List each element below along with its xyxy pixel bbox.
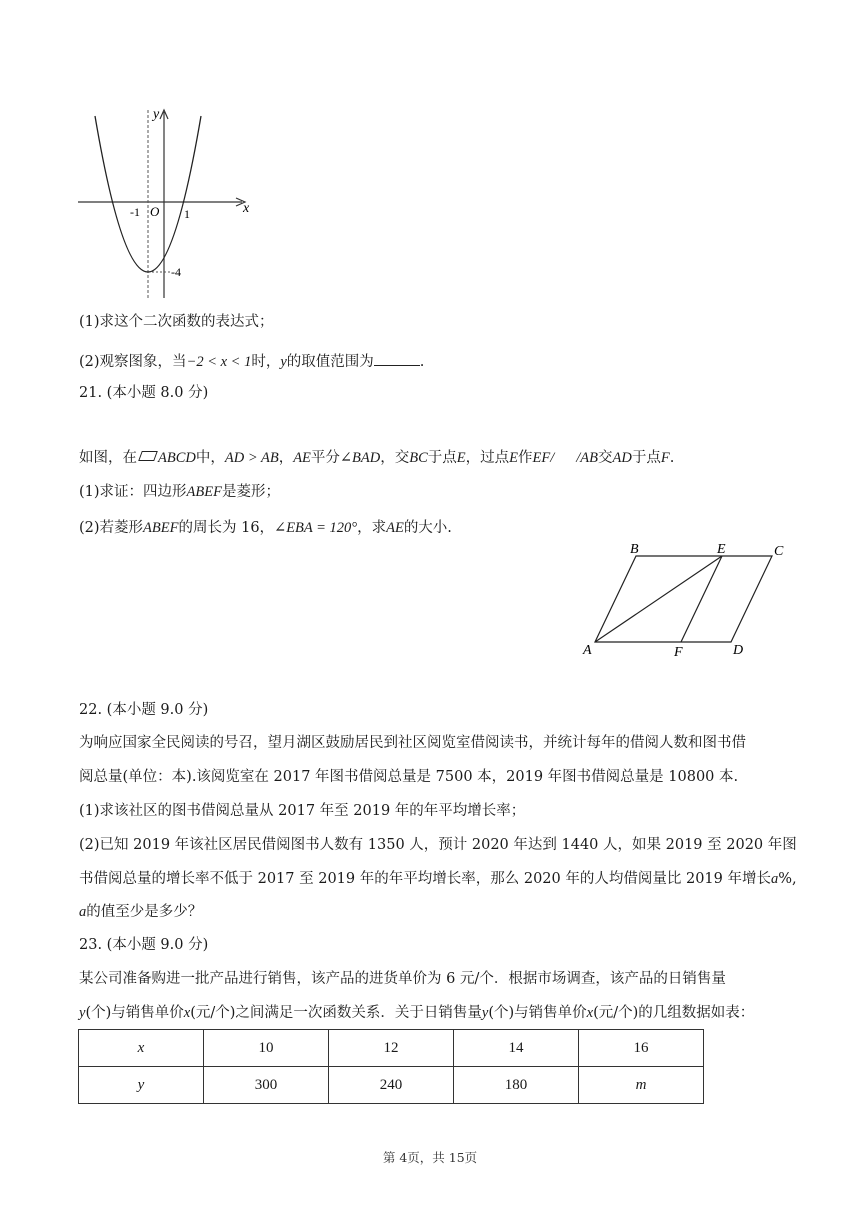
answer-blank bbox=[374, 351, 420, 366]
table-cell: 12 bbox=[329, 1030, 454, 1067]
price-sales-table bbox=[78, 1029, 704, 1104]
q22-part2-line1: (2)已知 2019 年该社区居民借阅图书人数有 1350 人，预计 2020 年达到 1440 人，如果 2019 至 2020 年图 bbox=[79, 837, 797, 853]
tick-label-1: 1 bbox=[184, 207, 190, 221]
table-cell: 10 bbox=[204, 1030, 329, 1067]
parabola-graph bbox=[75, 102, 275, 302]
q21-heading: 21. (本小题 8.0 分) bbox=[79, 385, 209, 401]
q20-part2: (2)观察图象，当−2 < x < 1时，y的取值范围为 . bbox=[79, 351, 424, 372]
q21-part2: (2)若菱形ABEF的周长为 16，∠EBA = 120°，求AE的大小. bbox=[79, 520, 452, 536]
x-axis-label: x bbox=[243, 201, 250, 216]
table-cell: 14 bbox=[454, 1030, 579, 1067]
vertex-label-F: F bbox=[674, 645, 683, 660]
y-axis-label: y bbox=[153, 107, 160, 122]
tick-label-neg4: -4 bbox=[171, 265, 181, 279]
vertex-label-B: B bbox=[630, 542, 639, 557]
q22-part2-line2: 书借阅总量的增长率不低于 2017 至 2019 年的年平均增长率，那么 2020 年的人均借阅量比 2019 年增长a%, bbox=[79, 871, 797, 887]
q22-line2: 阅总量(单位：本).该阅览室在 2017 年图书借阅总量是 7500 本，2019 年图书借阅总量是 10800 本. bbox=[79, 769, 739, 785]
vertex-label-E: E bbox=[717, 542, 726, 557]
q23-line1: 某公司准备购进一批产品进行销售，该产品的进货单价为 6 元/个．根据市场调查，该产品的日销售量 bbox=[79, 971, 726, 987]
parallelogram-icon bbox=[138, 451, 158, 461]
q21-part1: (1)求证：四边形ABEF是菱形； bbox=[79, 484, 280, 500]
q23-heading: 23. (本小题 9.0 分) bbox=[79, 937, 209, 953]
table-row bbox=[79, 1067, 704, 1104]
table-cell: 180 bbox=[454, 1067, 579, 1104]
vertex-label-C: C bbox=[774, 544, 784, 559]
table-cell: x bbox=[79, 1030, 204, 1067]
table-cell: y bbox=[79, 1067, 204, 1104]
table-cell: 16 bbox=[579, 1030, 704, 1067]
page-footer: 第 4页，共 15页 bbox=[382, 1150, 478, 1165]
q22-part2-line3: a的值至少是多少？ bbox=[79, 904, 203, 920]
table-cell: m bbox=[579, 1067, 704, 1104]
q22-line1: 为响应国家全民阅读的号召，望月湖区鼓励居民到社区阅览室借阅读书，并统计每年的借阅人数和图书借 bbox=[79, 735, 746, 751]
q22-part1: (1)求该社区的图书借阅总量从 2017 年至 2019 年的年平均增长率； bbox=[79, 803, 526, 819]
q23-line2: y(个)与销售单价x(元/个)之间满足一次函数关系．关于日销售量y(个)与销售单价x(元/个)的几组数据如表： bbox=[79, 1005, 755, 1021]
q22-heading: 22. (本小题 9.0 分) bbox=[79, 702, 209, 718]
origin-label: O bbox=[150, 204, 160, 219]
table-row bbox=[79, 1030, 704, 1067]
table-cell: 240 bbox=[329, 1067, 454, 1104]
tick-label-neg1: -1 bbox=[130, 205, 140, 219]
table-cell: 300 bbox=[204, 1067, 329, 1104]
vertex-label-D: D bbox=[733, 643, 744, 658]
parallelogram-figure bbox=[578, 538, 798, 658]
vertex-label-A: A bbox=[583, 643, 592, 658]
q21-stem: 如图，在 ABCD中，AD > AB，AE平分∠BAD，交BC于点E，过点E作EF/ /AB交AD于点F. bbox=[79, 450, 675, 466]
q20-part1: (1)求这个二次函数的表达式； bbox=[79, 314, 274, 330]
